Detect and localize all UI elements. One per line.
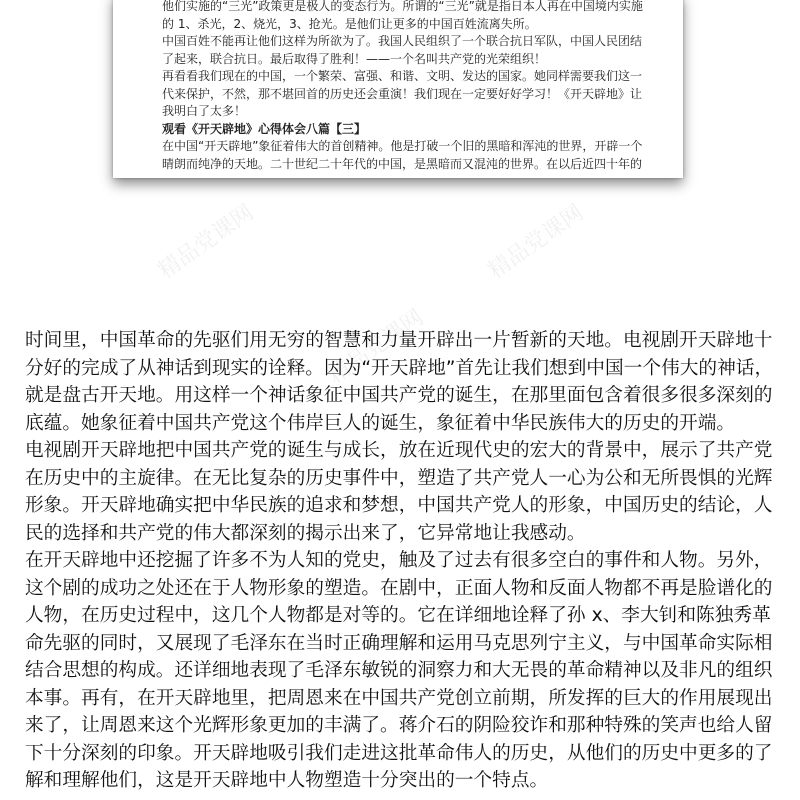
body-line: 在历史中的主旋律。在无比复杂的历史事件中，塑造了共产党人一心为公和无所畏惧的光辉 <box>25 467 773 489</box>
watermark: 精品党课网 <box>483 200 589 284</box>
body-line: 底蕴。她象征着中国共产党这个伟岸巨人的诞生，象征着中华民族伟大的历史的开端。 <box>25 412 736 434</box>
body-line: 解和理解他们，这是开天辟地中人物塑造十分突出的一个特点。 <box>25 770 549 791</box>
card-line: 代来保护，不然，那不堪回首的历史还会重演！我们现在一定要好好学习！《开天辟地》让 <box>162 86 643 101</box>
body-line: 来了，让周恩来这个光辉形象更加的丰满了。蒋介石的阴险狡诈和那种特殊的笑声也给人留 <box>25 715 773 736</box>
body-line: 在开天辟地中还挖掘了许多不为人知的党史，触及了过去有很多空白的事件和人物。另外， <box>25 550 773 571</box>
body-line: 民的选择和共产党的伟大都深刻的揭示出来了，它异常地让我感动。 <box>25 522 586 544</box>
body-line: 下十分深刻的印象。开天辟地吸引我们走进这批革命伟人的历史，从他们的历史中更多的了 <box>25 742 773 764</box>
card-line: 我明白了太多！ <box>162 104 247 118</box>
section-heading: 观看《开天辟地》心得体会八篇【三】 <box>162 121 367 136</box>
body-line: 人物，在历史过程中，这几个人物都是对等的。它在详细地诠释了孙 x、李大钊和陈独秀革 <box>25 605 771 626</box>
card-line: 中国百姓不能再让他们这样为所欲为了。我国人民组织了一个联合抗日军队，中国人民团结 <box>162 34 643 48</box>
card-line: 的 1、杀光，2、烧光，3、抢光。是他们让更多的中国百姓流离失所。 <box>162 16 537 31</box>
body-line: 电视剧开天辟地把中国共产党的诞生与成长，放在近现代史的宏大的背景中，展示了共产党 <box>25 440 773 461</box>
body-line: 就是盘古开天地。用这样一个神话象征中国共产党的诞生，在那里面包含着很多很多深刻的 <box>25 385 773 406</box>
watermark: 精品党课网 <box>323 305 429 389</box>
document-page-preview <box>113 0 683 178</box>
card-line: 再看看我们现在的中国，一个繁荣、富强、和谐、文明、发达的国家。她同样需要我们这一 <box>162 69 643 83</box>
watermark: 精品党课网 <box>153 200 259 284</box>
body-line: 命先驱的同时，又展现了毛泽东在当时正确理解和运用马克思列宁主义，与中国革命实际相 <box>25 632 773 654</box>
card-line: 他们实施的“三光”政策更是极人的变态行为。所谓的“三光”就是指日本人再在中国境内实施 <box>162 0 643 13</box>
body-line: 结合思想的构成。还详细地表现了毛泽东敏锐的洞察力和大无畏的革命精神以及非凡的组织 <box>25 660 773 681</box>
body-line: 本事。再有，在开天辟地里，把周恩来在中国共产党创立前期，所发挥的巨大的作用展现出 <box>25 687 773 709</box>
card-line: 在中国“开天辟地”象征着伟大的首创精神。他是打破一个旧的黑暗和浑沌的世界，开辟一个 <box>162 139 643 153</box>
body-line: 这个剧的成功之处还在于人物形象的塑造。在剧中，正面人物和反面人物都不再是脸谱化的 <box>25 577 773 599</box>
body-line: 分好的完成了从神话到现实的诠释。因为“开天辟地”首先让我们想到中国一个伟大的神话， <box>25 357 774 379</box>
card-line: 了起来，联合抗日。最后取得了胜利！——一个名叫共产党的光荣组织！ <box>162 51 547 66</box>
card-line: 晴朗而纯净的天地。二十世纪二十年代的中国，是黑暗而又混沌的世界。在以后近四十年的 <box>162 156 643 171</box>
body-line: 形象。开天辟地确实把中华民族的追求和梦想，中国共产党人的形象，中国历史的结论，人 <box>25 495 773 516</box>
body-line: 时间里，中国革命的先驱们用无穷的智慧和力量开辟出一片暂新的天地。电视剧开天辟地十 <box>25 330 773 351</box>
